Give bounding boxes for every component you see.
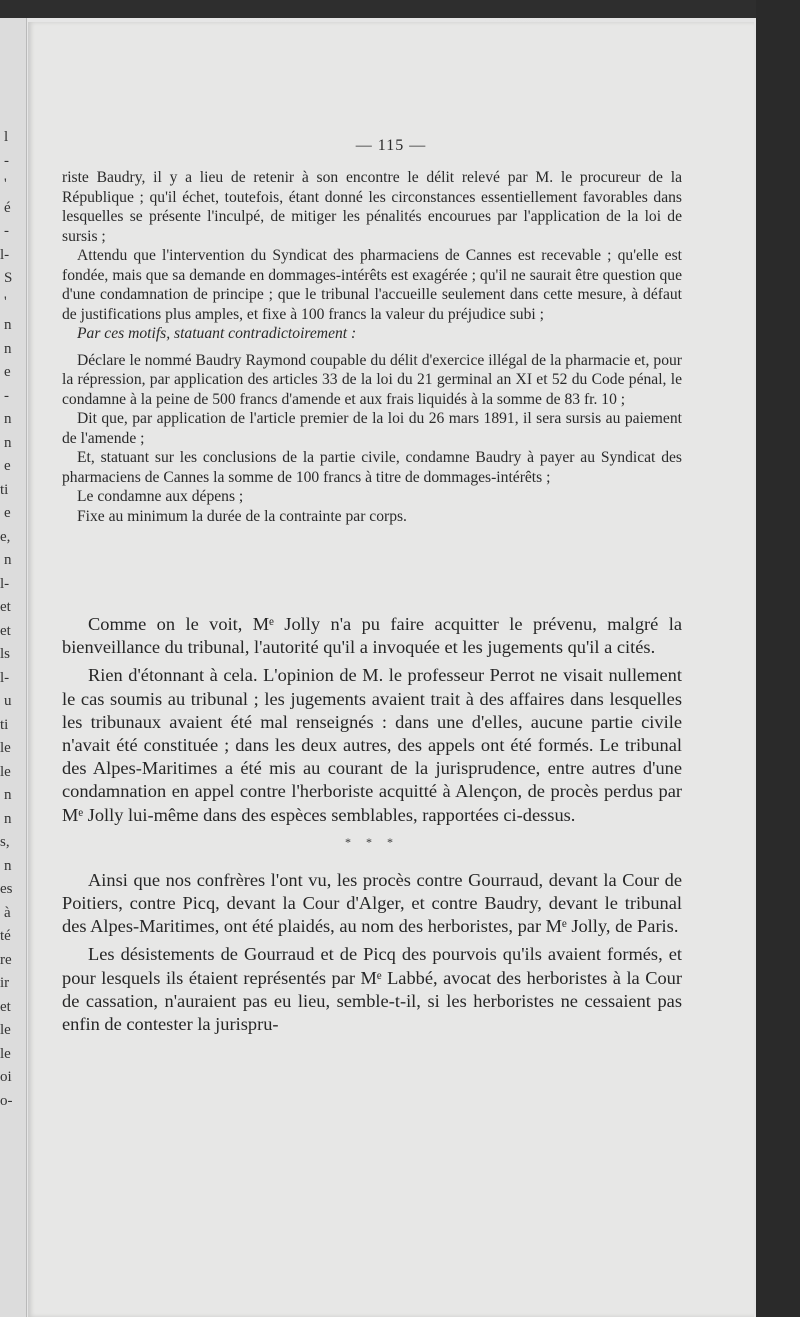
scanner-border-top — [0, 0, 800, 18]
facing-page-fragment: et — [0, 599, 11, 615]
scanner-border-right — [756, 0, 800, 1317]
facing-page-fragment: é — [4, 200, 11, 216]
facing-page-fragment: ' — [4, 176, 7, 192]
judgment-paragraph: riste Baudry, il y a lieu de retenir à son encontre le délit relevé par M. le procureur de la République ; qu'il échet, toutefois, étant donné les circonstances essentiellement favorables dans lesquelles se présente l'inculpé, de mitiger les pénalités encourues par l'application de la loi de sursis ; — [62, 169, 682, 245]
facing-page-fragment: e — [4, 458, 11, 474]
judgment-paragraph: Déclare le nommé Baudry Raymond coupable du délit d'exercice illégal de la pharmacie et, pour la répression, par application des articles 33 de la loi du 21 germinal an XI et 52 du Code pénal, le condamne à la peine de 500 francs d'amende et aux frais liquidés à la somme de 83 fr. 10 ; — [62, 351, 682, 408]
facing-page-fragment: e — [4, 364, 11, 380]
facing-page-fragment: o- — [0, 1093, 13, 1109]
facing-page-fragment: u — [4, 693, 12, 709]
judgment-paragraph: Et, statuant sur les conclusions de la partie civile, condamne Baudry à payer au Syndicat des pharmaciens de Cannes la somme de 100 francs à titre de dommages-intérêts ; — [62, 449, 682, 486]
facing-page-fragment: té — [0, 928, 11, 944]
facing-page-fragment: ti — [0, 717, 9, 733]
judgment-paragraph: Fixe au minimum la durée de la contrainte par corps. — [77, 507, 407, 525]
facing-page-fragment: l — [4, 129, 9, 145]
facing-page-fragment: oi — [0, 1069, 12, 1085]
commentary-paragraph: Rien d'étonnant à cela. L'opinion de M. le professeur Perrot ne visait nullement le cas soumis au tribunal ; les jugements avaient trait à des affaires dans lesquelles les tribunaux avaient été mal renseignés : dans une d'elles, aucune partie civile n'avait été constituée ; dans les deux autres, des appels ont été formés. Le tribunal des Alpes-Maritimes a été mis au courant de la jurisprudence, entre autres d'une condamnation en appel contre l'herboriste acquitté à Alençon, de procès perdus par Mᵉ Jolly lui-même dans des espèces semblables, rapportées ci-dessus. — [62, 665, 682, 825]
facing-page-fragment: l- — [0, 576, 10, 592]
facing-page-fragment: e, — [0, 529, 11, 545]
facing-page-fragment: n — [4, 411, 12, 427]
judgment-paragraph: Dit que, par application de l'article premier de la loi du 26 mars 1891, il sera sursis au paiement de l'amende ; — [62, 410, 682, 447]
facing-page-fragment: re — [0, 952, 12, 968]
facing-page-fragment: à — [4, 905, 11, 921]
facing-page-fragment: et — [0, 623, 11, 639]
facing-page-fragment: n — [4, 317, 12, 333]
facing-page-fragment: n — [4, 341, 12, 357]
judgment-operative-heading: Par ces motifs, statuant contradictoirement : — [77, 325, 357, 342]
facing-page-fragment: - — [4, 223, 9, 239]
facing-page-fragment: n — [4, 552, 12, 568]
facing-page-fragment: le — [0, 764, 11, 780]
judgment-paragraph: Le condamne aux dépens ; — [77, 488, 244, 505]
section-separator: * * * — [345, 834, 399, 849]
page-number: — 115 — — [355, 137, 427, 154]
facing-page-fragment: le — [0, 1046, 11, 1062]
facing-page-fragment: S — [4, 270, 13, 286]
commentary-paragraph: Comme on le voit, Mᵉ Jolly n'a pu faire acquitter le prévenu, malgré la bienveillance du tribunal, l'autorité qu'il a invoquée et les jugements qu'il a cités. — [62, 614, 682, 658]
facing-page-fragment: l- — [0, 247, 10, 263]
facing-page-fragment: s, — [0, 834, 10, 850]
facing-page-fragment: - — [4, 388, 9, 404]
facing-page-fragment: - — [4, 153, 9, 169]
commentary-paragraph: Ainsi que nos confrères l'ont vu, les procès contre Gourraud, devant la Cour de Poitiers, contre Picq, devant la Cour d'Alger, et contre Baudry, devant le tribunal des Alpes-Maritimes, ont été plaidés, au nom des herboristes, par Mᵉ Jolly, de Paris. — [62, 869, 682, 937]
facing-page-fragment: le — [0, 1022, 11, 1038]
facing-page-fragment: ti — [0, 482, 9, 498]
judgment-text — [62, 168, 682, 526]
facing-page-fragment: le — [0, 740, 11, 756]
judgment-paragraph: Attendu que l'intervention du Syndicat des pharmaciens de Cannes est recevable ; qu'elle est fondée, mais que sa demande en dommages-intérêts est exagérée ; qu'il ne saurait être question que d'une condamnation de principe ; que le tribunal l'accueille seulement dans cette mesure, à défaut de justifications plus amples, et fixe à 100 francs la valeur du préjudice subi ; — [62, 247, 682, 323]
facing-page-fragment: et — [0, 999, 11, 1015]
facing-page-fragment: n — [4, 435, 12, 451]
facing-page-fragment: n — [4, 858, 12, 874]
page-sheet — [28, 22, 754, 1317]
facing-page-fragment: e — [4, 505, 11, 521]
facing-page-fragment: es — [0, 881, 13, 897]
commentary-text — [62, 613, 682, 1036]
facing-page-fragment: ls — [0, 646, 11, 662]
facing-page-fragment: ' — [4, 294, 7, 310]
facing-page-fragment: n — [4, 787, 12, 803]
facing-page-fragment: ir — [0, 975, 10, 991]
commentary-paragraph: Les désistements de Gourraud et de Picq des pourvois qu'ils avaient formés, et pour lesquels ils étaient représentés par Mᵉ Labbé, avocat des herboristes à la Cour de cassation, n'auraient pas eu lieu, semble-t-il, si les herboristes ne cessaient pas enfin de contester la jurispru- — [62, 944, 682, 1035]
facing-page-edge — [0, 18, 27, 1317]
facing-page-fragment: l- — [0, 670, 10, 686]
facing-page-fragment: n — [4, 811, 12, 827]
